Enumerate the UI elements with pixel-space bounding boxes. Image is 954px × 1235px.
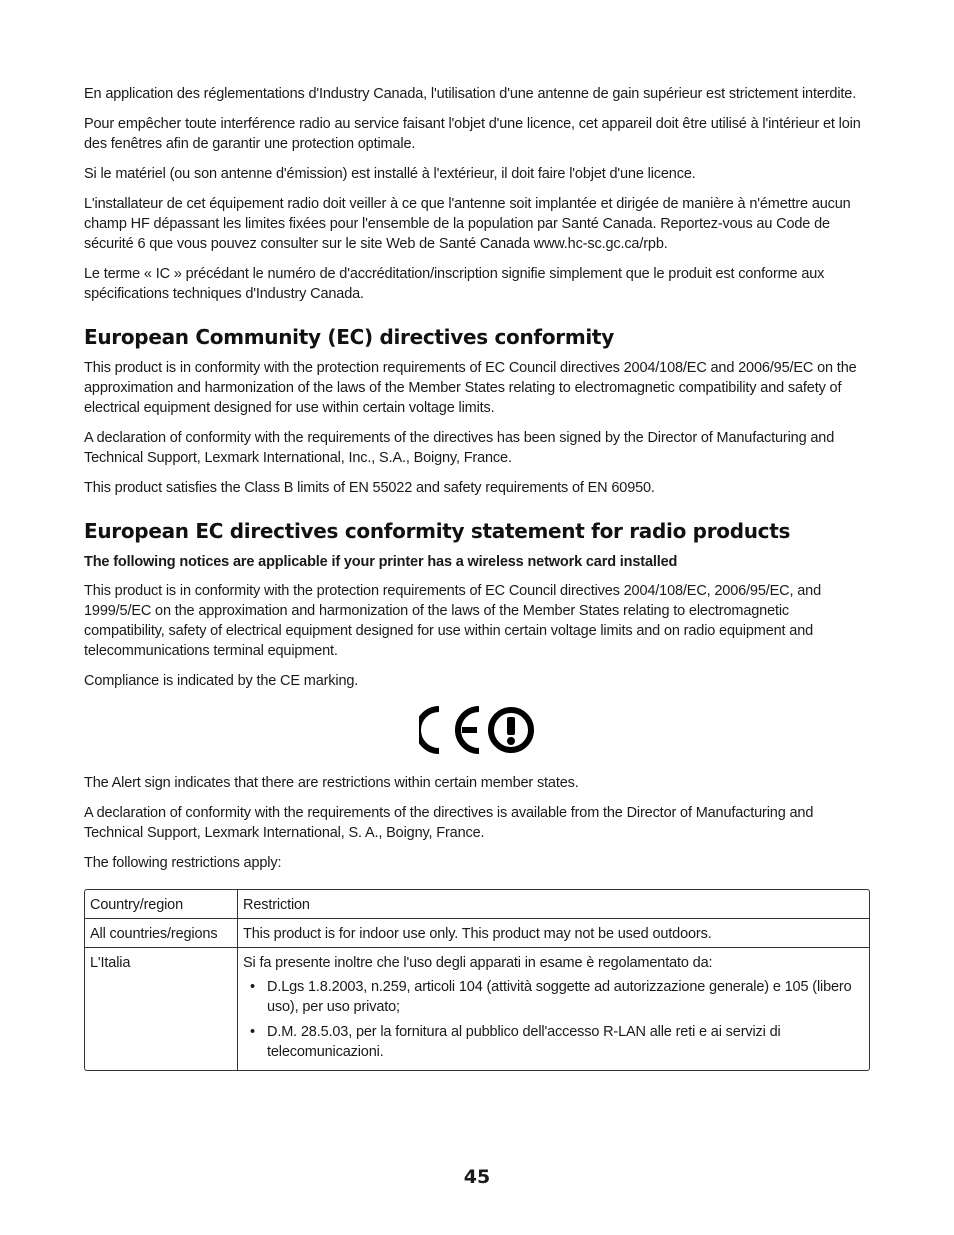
restriction-intro: Si fa presente inoltre che l'uso degli apparati in esame è regolamentato da:: [243, 955, 713, 971]
table-header-country: Country/region: [85, 890, 238, 918]
section2-paragraph-1: This product is in conformity with the protection requirements of EC Council directives 2004/108/EC, 2006/95/EC, and 1999/5/EC on the approximation and harmonization of the laws of the Member States relating to electromagnetic compatibility, safety of electrical equipment designed for use within certain voltage limits and on radio equipment and telecommunications terminal equipment.: [84, 583, 821, 659]
section2-paragraph-2: Compliance is indicated by the CE marking.: [84, 673, 359, 689]
page-number: 45: [463, 1166, 491, 1188]
paragraph-fr-2: Pour empêcher toute interférence radio au service faisant l'objet d'une licence, cet appareil doit être utilisé à l'intérieur et loin des fenêtres afin de garantir une protection optimale.: [84, 116, 861, 152]
list-item-text: D.M. 28.5.03, per la fornitura al pubblico dell'accesso R-LAN alle reti e ai servizi di telecomunicazioni.: [267, 1024, 781, 1060]
table-row: [85, 918, 869, 947]
alert-sign-paragraph: The Alert sign indicates that there are restrictions within certain member states.: [84, 775, 579, 791]
bullet-icon: •: [250, 1024, 255, 1040]
section-heading-radio-products: European EC directives conformity statement for radio products: [84, 519, 791, 543]
table-cell-restriction: This product is for indoor use only. This product may not be used outdoors.: [238, 918, 869, 947]
restrictions-table: [84, 889, 870, 1071]
restriction-list: [243, 977, 864, 1062]
bullet-icon: •: [250, 979, 255, 995]
ce-marking: [84, 705, 870, 755]
restrictions-intro: The following restrictions apply:: [84, 855, 282, 871]
table-header-restriction: Restriction: [243, 897, 310, 913]
table-cell-country: All countries/regions: [85, 918, 238, 947]
paragraph-fr-4: L'installateur de cet équipement radio doit veiller à ce que l'antenne soit implantée et dirigée de manière à n'émettre aucun champ HF dépassant les limites fixées pour l'ensemble de la population par Santé Canada. Reportez-vous au Code de sécurité 6 que vous pouvez consulter sur le site Web de Santé Canada www.hc-sc.gc.ca/rpb.: [84, 196, 851, 252]
section1-paragraph-3: This product satisfies the Class B limits of EN 55022 and safety requirements of EN 60950.: [84, 480, 655, 496]
declaration-paragraph: A declaration of conformity with the requirements of the directives is available from the Director of Manufacturing and Technical Support, Lexmark International, S. A., Boigny, France.: [84, 805, 814, 841]
wireless-notice: The following notices are applicable if your printer has a wireless network card installed: [84, 554, 678, 570]
paragraph-fr-3: Si le matériel (ou son antenne d'émission) est installé à l'extérieur, il doit faire l'objet d'une licence.: [84, 166, 696, 182]
list-item-text: D.Lgs 1.8.2003, n.259, articoli 104 (attività soggette ad autorizzazione generale) e 105 (libero uso), per uso privato;: [267, 979, 852, 1015]
page-content: [84, 84, 870, 1071]
list-item: [243, 977, 864, 1017]
section1-paragraph-1: This product is in conformity with the protection requirements of EC Council directives 2004/108/EC and 2006/95/EC on the approximation and harmonization of the laws of the Member States relating to electromagnetic compatibility and safety of electrical equipment designed for use within certain voltage limits.: [84, 360, 857, 416]
alert-sign-icon: [491, 710, 531, 750]
section1-paragraph-2: A declaration of conformity with the requirements of the directives has been signed by the Director of Manufacturing and Technical Support, Lexmark International, Inc., S.A., Boigny, France.: [84, 430, 835, 466]
ce-mark-icon: [419, 705, 535, 755]
paragraph-fr-5: Le terme « IC » précédant le numéro de d'accréditation/inscription signifie simplement que le produit est conforme aux spécifications techniques d'Industry Canada.: [84, 266, 825, 302]
section-heading-ec-directives: European Community (EC) directives conformity: [84, 325, 614, 349]
paragraph-fr-1: En application des réglementations d'Industry Canada, l'utilisation d'une antenne de gain supérieur est strictement interdite.: [84, 86, 857, 102]
table-cell-restriction: [238, 947, 869, 1070]
table-header-row: [85, 890, 869, 918]
list-item: [243, 1022, 864, 1062]
table-cell-country: L'Italia: [85, 947, 238, 1070]
table-row: [85, 947, 869, 1070]
